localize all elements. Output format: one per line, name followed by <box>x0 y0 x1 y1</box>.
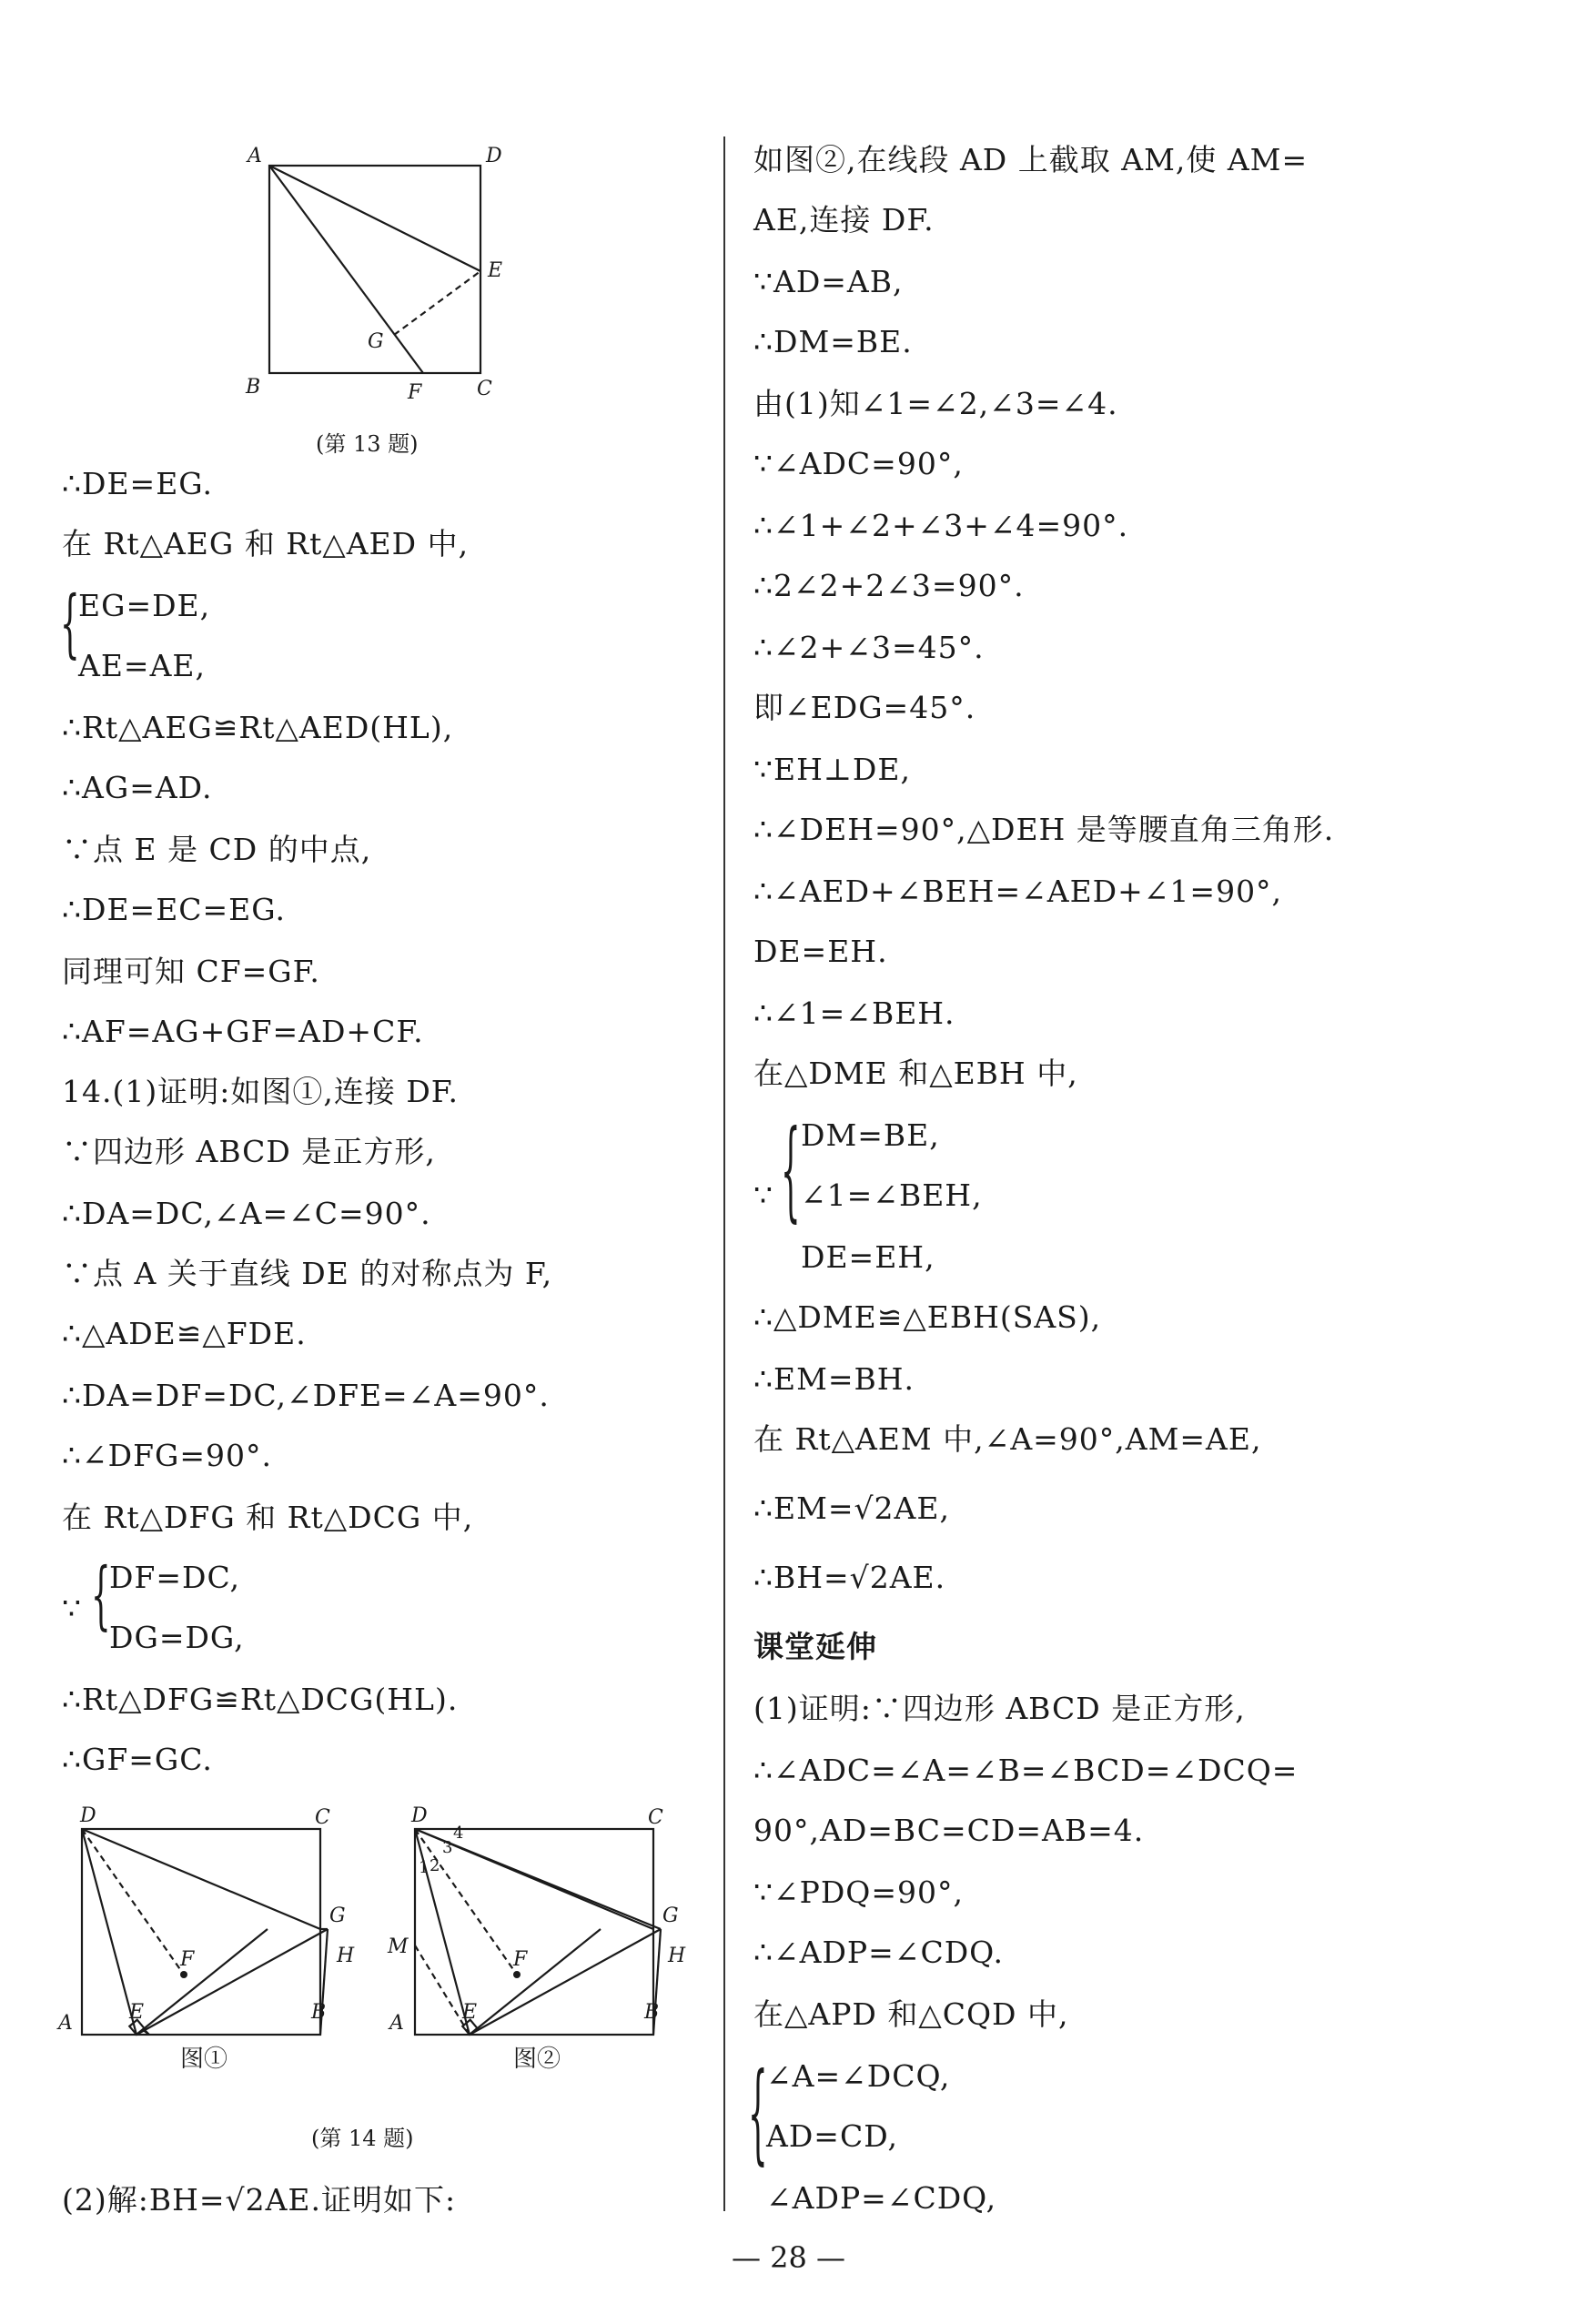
right-line-6: ∵∠ADC=90°, <box>753 446 964 481</box>
right-line-1: 如图②,在线段 AD 上截取 AM,使 AM= <box>753 142 1309 177</box>
right-line-14: DE=EH. <box>753 934 888 969</box>
figure-13 <box>227 136 528 409</box>
fig14b-angle-3: 3 <box>442 1838 453 1857</box>
fig14b-label-F: F <box>513 1948 528 1971</box>
right-line-28: 90°,AD=BC=CD=AB=4. <box>753 1813 1145 1848</box>
right-line-30: ∴∠ADP=∠CDQ. <box>753 1935 1005 1970</box>
page-number: — 28 — <box>731 2240 846 2275</box>
right-line-4: ∴DM=BE. <box>753 324 913 359</box>
section-heading: 课堂延伸 <box>753 1629 877 1664</box>
fig14b-angle-1: 1 <box>419 1858 430 1877</box>
brace: { <box>748 2051 768 2178</box>
fig14a-label-B: B <box>311 2001 327 2024</box>
fig14b-label-H: H <box>668 1945 686 1967</box>
right-line-2: AE,连接 DF. <box>753 202 935 237</box>
right-line-5: 由(1)知∠1=∠2,∠3=∠4. <box>753 386 1118 421</box>
because-symbol: ∵ <box>62 1591 82 1626</box>
fig14-2-caption: 图② <box>513 2046 561 2073</box>
fig14b-label-M: M <box>388 1935 409 1958</box>
right-line-21: ∴EM=BH. <box>753 1361 915 1397</box>
brace: { <box>91 1552 111 1640</box>
left-line-7: ∵点 E 是 CD 的中点, <box>62 832 372 867</box>
right-line-22: 在 Rt△AEM 中,∠A=90°,AM=AE, <box>753 1421 1262 1457</box>
right-line-32: ∠A=∠DCQ, <box>766 2058 951 2094</box>
fig14a-label-E: E <box>129 2001 145 2024</box>
right-line-26: (1)证明:∵四边形 ABCD 是正方形, <box>753 1691 1246 1726</box>
fig14b-angle-2: 2 <box>430 1856 440 1875</box>
fig14a-label-A: A <box>58 2012 73 2035</box>
fig14b-label-A: A <box>389 2012 404 2035</box>
fig13-label-C: C <box>477 378 492 400</box>
right-line-27: ∴∠ADC=∠A=∠B=∠BCD=∠DCQ= <box>753 1753 1299 1788</box>
right-line-34: ∠ADP=∠CDQ, <box>766 2180 997 2216</box>
brace: { <box>781 1108 801 1236</box>
fig13-label-E: E <box>488 259 503 282</box>
left-line-18: 在 Rt△DFG 和 Rt△DCG 中, <box>62 1500 474 1535</box>
right-line-18: ∠1=∠BEH, <box>801 1177 983 1213</box>
fig13-label-D: D <box>486 145 502 167</box>
left-line-3: EG=DE, <box>78 588 211 623</box>
left-line-2: 在 Rt△AEG 和 Rt△AED 中, <box>62 526 470 561</box>
left-line-1: ∴DE=EG. <box>62 466 213 501</box>
fig14a-label-H: H <box>337 1945 355 1967</box>
left-line-5: ∴Rt△AEG≌Rt△AED(HL), <box>62 710 454 745</box>
fig14a-label-D: D <box>80 1804 96 1827</box>
left-line-6: ∴AG=AD. <box>62 770 213 805</box>
left-line-11: 14.(1)证明:如图①,连接 DF. <box>62 1074 460 1109</box>
fig14-1-caption: 图① <box>180 2046 228 2073</box>
right-line-15: ∴∠1=∠BEH. <box>753 995 955 1031</box>
left-line-14: ∵点 A 关于直线 DE 的对称点为 F, <box>62 1256 553 1291</box>
right-line-23: ∴EM=√2AE, <box>753 1490 950 1526</box>
right-line-12: ∴∠DEH=90°,△DEH 是等腰直角三角形. <box>753 812 1335 847</box>
right-line-13: ∴∠AED+∠BEH=∠AED+∠1=90°, <box>753 874 1283 909</box>
fig13-label-A: A <box>248 145 262 167</box>
because-symbol: ∵ <box>753 1177 773 1213</box>
fig14a-label-C: C <box>315 1806 330 1829</box>
right-line-8: ∴2∠2+2∠3=90°. <box>753 568 1025 603</box>
fig14b-label-G: G <box>662 1905 679 1927</box>
left-line-15: ∴△ADE≌△FDE. <box>62 1316 307 1351</box>
column-divider <box>723 136 725 2211</box>
left-line-8: ∴DE=EC=EG. <box>62 892 286 927</box>
right-line-29: ∵∠PDQ=90°, <box>753 1874 964 1910</box>
left-line-19: DF=DC, <box>109 1560 241 1595</box>
left-line-9: 同理可知 CF=GF. <box>62 954 320 989</box>
left-line-4: AE=AE, <box>78 648 206 683</box>
right-line-20: ∴△DME≌△EBH(SAS), <box>753 1299 1102 1335</box>
fig14b-label-B: B <box>644 2001 660 2024</box>
left-line-13: ∴DA=DC,∠A=∠C=90°. <box>62 1196 431 1231</box>
right-line-11: ∵EH⊥DE, <box>753 752 911 787</box>
brace: { <box>60 581 80 668</box>
right-line-24: ∴BH=√2AE. <box>753 1560 946 1595</box>
left-line-10: ∴AF=AG+GF=AD+CF. <box>62 1014 424 1049</box>
right-line-3: ∵AD=AB, <box>753 264 904 299</box>
fig14b-angle-4: 4 <box>453 1824 464 1843</box>
right-line-33: AD=CD, <box>766 2118 898 2154</box>
left-line-22: ∴GF=GC. <box>62 1742 213 1777</box>
left-line-17: ∴∠DFG=90°. <box>62 1438 272 1473</box>
right-line-17: DM=BE, <box>801 1117 940 1153</box>
fig13-label-F: F <box>408 381 422 404</box>
left-line-16: ∴DA=DF=DC,∠DFE=∠A=90°. <box>62 1378 550 1413</box>
left-line-23: (2)解:BH=√2AE.证明如下: <box>62 2182 457 2218</box>
fig14a-label-G: G <box>329 1905 346 1927</box>
fig14b-label-E: E <box>462 2001 478 2024</box>
fig13-label-B: B <box>246 376 261 399</box>
fig14b-label-D: D <box>411 1804 428 1827</box>
fig13-label-G: G <box>368 330 384 353</box>
right-line-7: ∴∠1+∠2+∠3+∠4=90°. <box>753 508 1129 543</box>
fig14a-label-F: F <box>180 1948 195 1971</box>
right-line-31: 在△APD 和△CQD 中, <box>753 1996 1069 2032</box>
left-line-20: DG=DG, <box>109 1620 245 1655</box>
figure-14-1 <box>53 1800 371 2035</box>
right-line-16: 在△DME 和△EBH 中, <box>753 1056 1078 1091</box>
fig14b-label-C: C <box>648 1806 663 1829</box>
left-line-12: ∵四边形 ABCD 是正方形, <box>62 1134 436 1169</box>
fig14-caption: (第 14 题) <box>311 2126 414 2151</box>
left-line-21: ∴Rt△DFG≌Rt△DCG(HL). <box>62 1682 459 1717</box>
right-line-9: ∴∠2+∠3=45°. <box>753 630 985 665</box>
right-line-19: DE=EH, <box>801 1239 935 1275</box>
figure-14-2 <box>382 1800 701 2035</box>
right-line-10: 即∠EDG=45°. <box>753 690 976 725</box>
fig13-caption: (第 13 题) <box>316 431 419 457</box>
